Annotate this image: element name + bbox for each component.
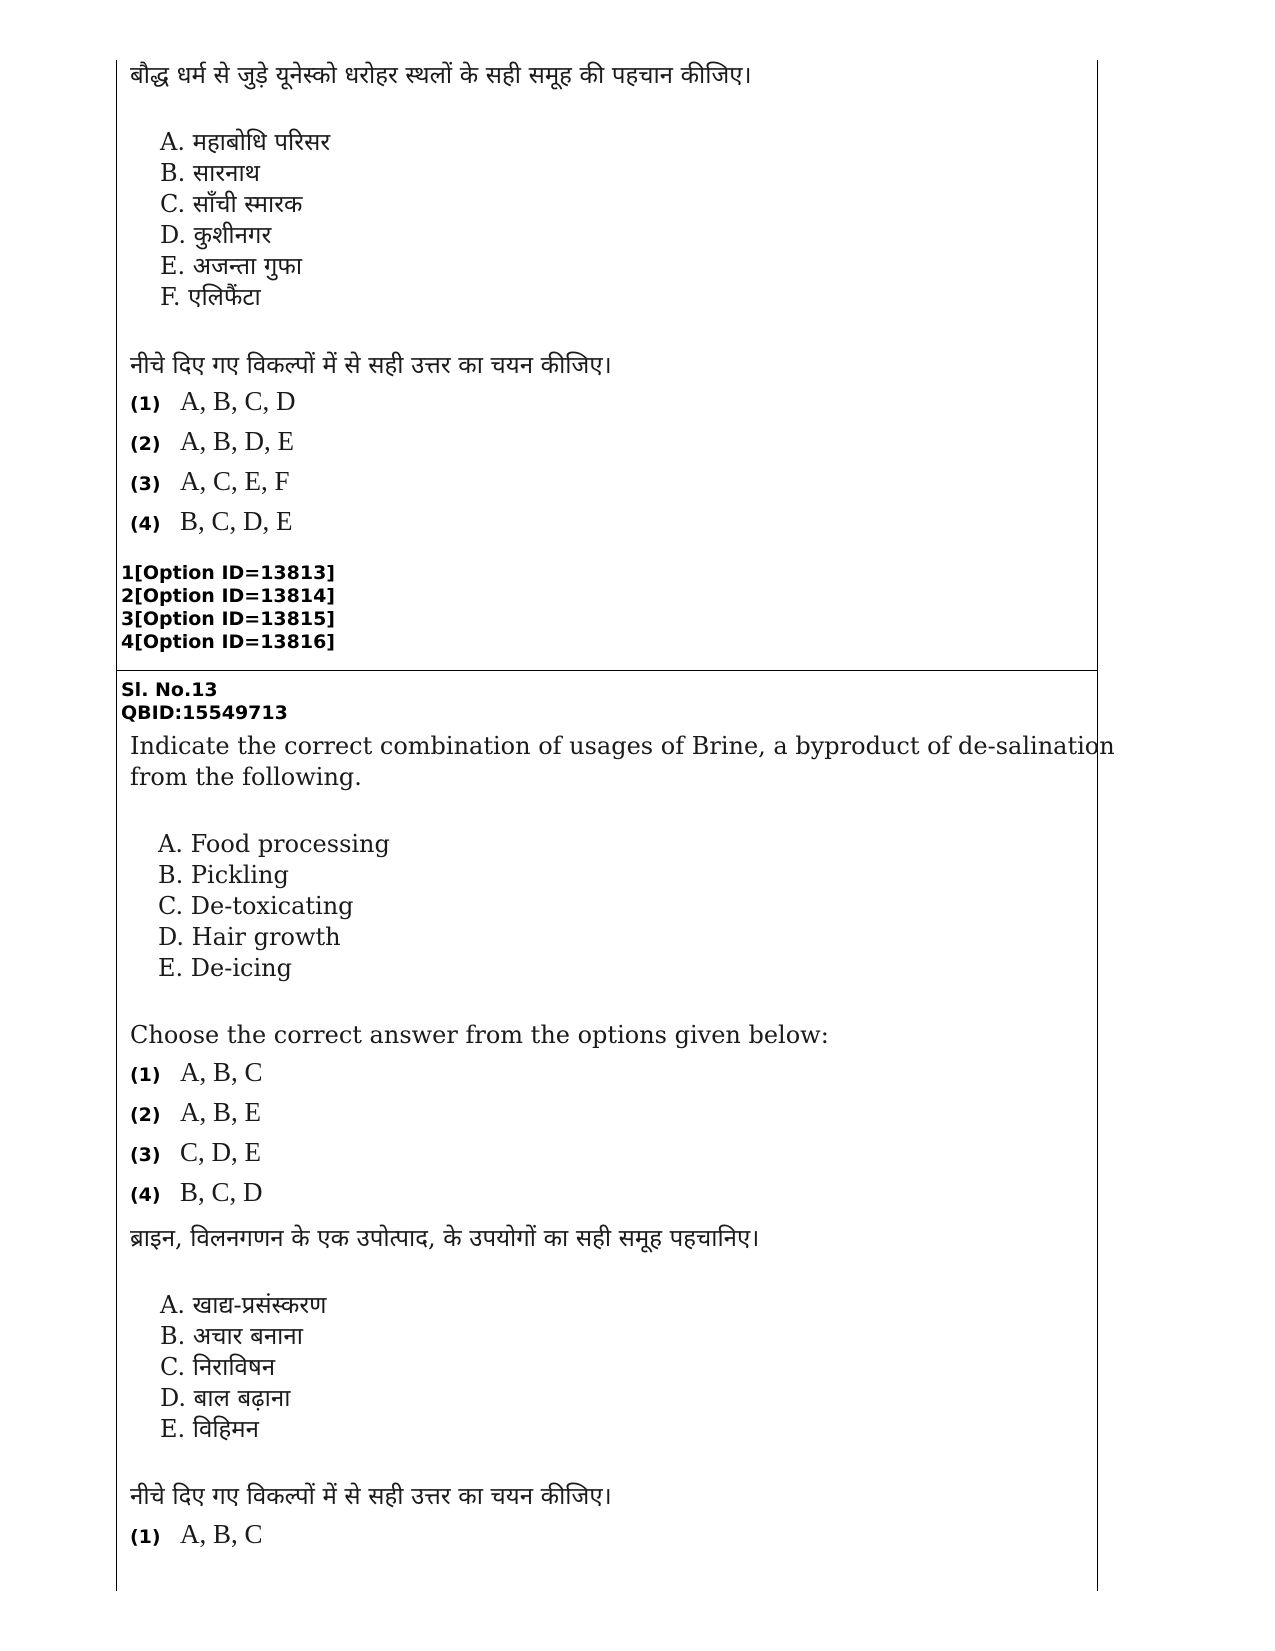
q12-option-id-1: 1[Option ID=13813] [121, 562, 335, 584]
q13-hindi-item-b: B. अचार बनाना [160, 1322, 303, 1350]
question-divider [116, 670, 1098, 671]
q12-hindi-item-b: B. सारनाथ [160, 159, 261, 187]
q12-hindi-item-c: C. साँची स्मारक [160, 190, 303, 218]
option-number: (4) [130, 1184, 161, 1206]
q13-option-2 [130, 1097, 261, 1128]
q13-item-c: C. De-toxicating [158, 892, 354, 920]
option-value: A, B, C, D [180, 386, 296, 416]
q12-option-id-4: 4[Option ID=13816] [121, 631, 335, 653]
option-value: C, D, E [180, 1137, 261, 1167]
q13-hindi-item-c: C. निराविषन [160, 1353, 276, 1381]
q13-prompt-line2: from the following. [130, 763, 362, 791]
q12-option-id-2: 2[Option ID=13814] [121, 585, 335, 607]
q12-hindi-item-a: A. महाबोधि परिसर [160, 128, 331, 156]
option-value: B, C, D, E [180, 506, 293, 536]
q13-hindi-instruction: नीचे दिए गए विकल्पों में से सही उत्तर का चयन कीजिए। [130, 1482, 612, 1510]
q13-hindi-option-1 [130, 1519, 263, 1550]
q13-item-d: D. Hair growth [158, 923, 341, 951]
option-value: A, B, E [180, 1097, 261, 1127]
q13-prompt-line1: Indicate the correct combination of usages of Brine, a byproduct of de-salination [130, 732, 1115, 760]
q12-option-1 [130, 386, 296, 417]
q13-hindi-item-d: D. बाल बढ़ाना [160, 1384, 291, 1412]
option-number: (1) [130, 1526, 161, 1548]
q12-hindi-item-f: F. एलिफैंटा [160, 283, 261, 311]
option-value: A, B, C [180, 1519, 263, 1549]
q12-hindi-item-d: D. कुशीनगर [160, 221, 272, 249]
q13-qbid: QBID:15549713 [121, 702, 288, 724]
q13-hindi-prompt: ब्राइन, विलनगणन के एक उपोत्पाद, के उपयोगों का सही समूह पहचानिए। [130, 1224, 760, 1252]
option-value: A, B, D, E [180, 426, 294, 456]
option-number: (3) [130, 473, 161, 495]
option-number: (4) [130, 513, 161, 535]
option-value: A, B, C [180, 1057, 263, 1087]
q12-option-id-3: 3[Option ID=13815] [121, 608, 335, 630]
option-number: (3) [130, 1144, 161, 1166]
q13-serial-number: Sl. No.13 [121, 679, 218, 701]
q12-option-3 [130, 466, 290, 497]
q12-option-4 [130, 506, 293, 537]
q13-hindi-item-e: E. विहिमन [160, 1415, 259, 1443]
option-number: (2) [130, 1104, 161, 1126]
q13-option-4 [130, 1177, 263, 1208]
option-number: (1) [130, 393, 161, 415]
q12-hindi-prompt: बौद्ध धर्म से जुड़े यूनेस्को धरोहर स्थलों के सही समूह की पहचान कीजिए। [130, 61, 752, 89]
q13-instruction: Choose the correct answer from the options given below: [130, 1021, 829, 1049]
q13-item-e: E. De-icing [158, 954, 292, 982]
q13-option-3 [130, 1137, 261, 1168]
option-number: (2) [130, 433, 161, 455]
option-value: B, C, D [180, 1177, 263, 1207]
q12-option-2 [130, 426, 294, 457]
q13-option-1 [130, 1057, 263, 1088]
q12-hindi-item-e: E. अजन्ता गुफा [160, 252, 303, 280]
option-value: A, C, E, F [180, 466, 290, 496]
q12-hindi-instruction: नीचे दिए गए विकल्पों में से सही उत्तर का चयन कीजिए। [130, 351, 612, 379]
q13-item-b: B. Pickling [158, 861, 289, 889]
q13-hindi-item-a: A. खाद्य-प्रसंस्करण [160, 1291, 327, 1319]
q13-item-a: A. Food processing [158, 830, 390, 858]
option-number: (1) [130, 1064, 161, 1086]
